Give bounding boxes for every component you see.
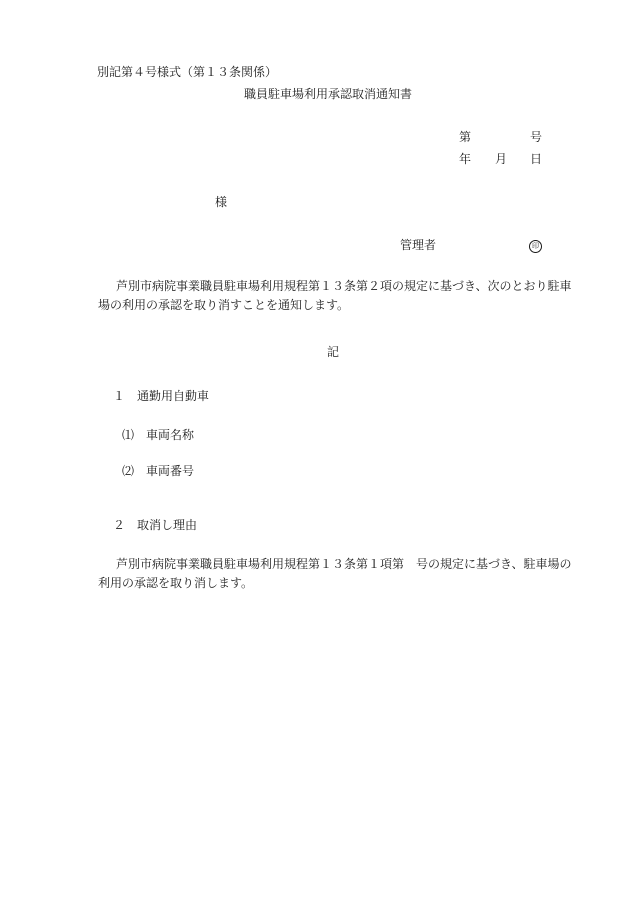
document-title: 職員駐車場利用承認取消通知書 [244,87,413,101]
section1-heading: １ 通勤用自動車 [113,389,210,403]
sender-label: 管理者 [400,238,437,252]
ki-heading: 記 [327,345,340,359]
intro-line-1: 芦別市病院事業職員駐車場利用規程第１３条第２項の規定に基づき、次のとおり駐車 [116,279,572,293]
date-month: 月 [495,152,508,166]
item-label: 車両番号 [146,464,195,478]
item-label: 車両名称 [146,428,195,442]
addressee-honorific: 様 [215,195,228,209]
item-number: ⑵ [122,464,135,478]
intro-paragraph [98,277,582,315]
date-year: 年 [459,152,472,166]
reason-paragraph [98,555,582,593]
section1-item-1 [122,429,194,441]
seal-mark: 印 [529,240,542,253]
section2-heading: ２ 取消し理由 [113,518,198,532]
form-id: 別記第４号様式（第１３条関係） [97,65,278,79]
reason-line-1: 芦別市病院事業職員駐車場利用規程第１３条第１項第 号の規定に基づき、駐車場の [116,557,572,571]
section1-item-2 [122,465,194,477]
date-day: 日 [530,152,543,166]
seal-mark-icon [529,238,542,253]
reason-line-2: 利用の承認を取り消します。 [98,576,254,590]
item-number: ⑴ [122,428,135,442]
intro-line-2: 場の利用の承認を取り消すことを通知します。 [98,298,350,312]
doc-number-suffix: 号 [530,130,543,144]
doc-number-prefix: 第 [459,130,472,144]
